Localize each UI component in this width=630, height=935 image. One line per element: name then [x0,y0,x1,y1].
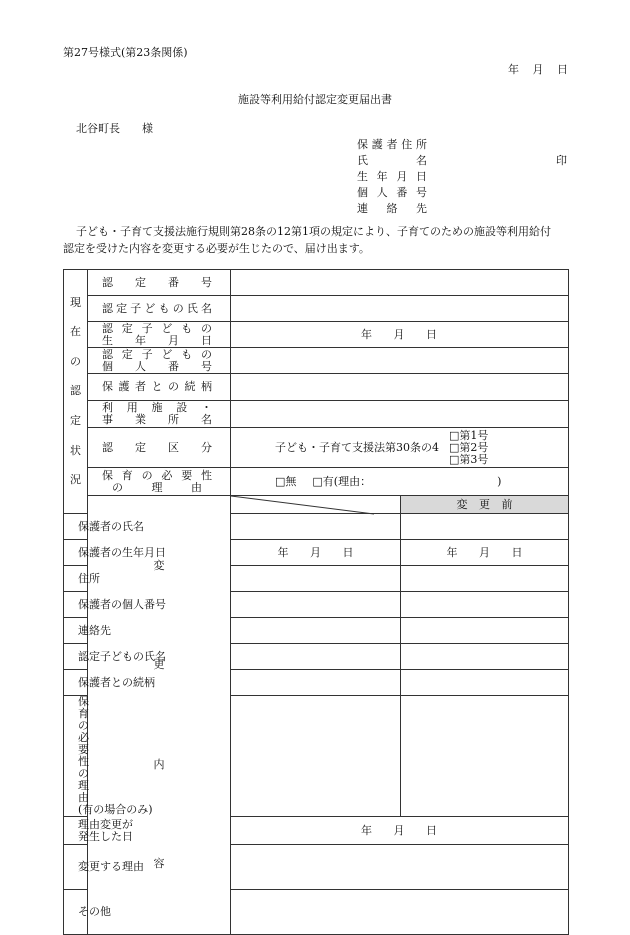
facility-field[interactable] [231,401,569,428]
reason-label: 変 更 す る 理 由 [64,845,88,890]
change-necessity-label: 保育の必要性の理由 (有 の 場 合 の み) [64,696,88,817]
body-text-line-1: 子ども・子育て支援法施行規則第28条の12第1項の規定により、子育てのための施設等利用給付 [76,225,551,238]
change-child-name-before[interactable] [231,644,401,670]
other-field[interactable] [231,890,569,935]
change-child-name-after[interactable] [401,644,569,670]
diagonal-header-cell [231,496,401,514]
change-form-table [63,269,569,935]
applicant-birth-label: 生 年 月 日 [357,170,427,183]
reason-date-label: 理 由 変 更 が 発 生 し た 日 [64,817,88,845]
applicant-name-label: 氏 名 [357,154,427,167]
child-id-label: 認 定 子 ど も の 個 人 番 号 [88,348,231,374]
category-label: 認 定 区 分 [88,428,231,468]
address-before[interactable] [231,566,401,592]
row-cert-number [64,270,569,296]
document-title: 施設等利用給付認定変更届出書 [238,93,392,106]
change-child-name-label: 認 定 子 ど も の 氏 名 [64,644,88,670]
change-relationship-label: 保 護 者 と の 続 柄 [64,670,88,696]
necessity-label: 保 育 の 必 要 性 の 理 由 [88,468,231,496]
guardian-id-after[interactable] [401,592,569,618]
guardian-name-after[interactable] [401,514,569,540]
guardian-name-label: 保 護 者 の 氏 名 [64,514,88,540]
category-field [231,428,569,468]
contact-after[interactable] [401,618,569,644]
facility-label: 利 用 施 設 ・ 事 業 所 名 [88,401,231,428]
reason-date-field[interactable]: 年 月 日 [231,817,569,845]
cert-number-label: 認 定 番 号 [88,270,231,296]
change-relationship-before[interactable] [231,670,401,696]
child-name-field[interactable] [231,296,569,322]
guardian-birth-before[interactable]: 年 月 日 [231,540,401,566]
category-option-3[interactable]: □第3号 [449,452,489,466]
guardian-birth-after[interactable]: 年 月 日 [401,540,569,566]
date-line: 年 月 日 [508,63,568,76]
guardian-id-label: 保 護 者 の 個 人 番 号 [64,592,88,618]
necessity-none-checkbox[interactable]: □無 [275,474,297,488]
child-name-label: 認 定 子 ど も の 氏 名 [88,296,231,322]
current-status-side-label: 現 在 の 認 定 状 況 [64,270,88,514]
child-id-field[interactable] [231,348,569,374]
other-label: そ の 他 [64,890,88,935]
applicant-id-label: 個 人 番 号 [357,186,427,199]
change-relationship-after[interactable] [401,670,569,696]
child-birth-label: 認 定 子 ど も の 生 年 月 日 [88,322,231,348]
cert-number-field[interactable] [231,270,569,296]
category-option-1[interactable]: □第1号 [449,428,489,442]
relationship-field[interactable] [231,374,569,401]
applicant-address-label: 保 護 者 住 所 [357,138,427,151]
child-birth-field[interactable]: 年 月 日 [231,322,569,348]
contact-label: 連 絡 先 [64,618,88,644]
before-header: 変 更 前 [401,496,569,514]
address-after[interactable] [401,566,569,592]
relationship-label: 保 護 者 と の 続 柄 [88,374,231,401]
contact-before[interactable] [231,618,401,644]
reason-field[interactable] [231,845,569,890]
necessity-field: □無 □有(理由： ) [231,468,569,496]
addressee: 北谷町長 様 [76,122,153,135]
diagonal-line [231,496,374,514]
category-text: 子ども・子育て支援法第30条の4 [275,440,439,454]
form-number: 第27号様式(第23条関係) [63,46,188,59]
address-label: 住 所 [64,566,88,592]
change-content-side-label: 変 更 内 容 [88,496,231,935]
change-necessity-before[interactable] [231,696,401,817]
body-text-line-2: 認定を受けた内容を変更する必要が生じたので、届け出ます。 [63,242,370,255]
guardian-name-before[interactable] [231,514,401,540]
necessity-yes-checkbox[interactable]: □有(理由： [312,474,372,488]
guardian-birth-label: 保 護 者 の 生 年 月 日 [64,540,88,566]
seal-mark: 印 [556,154,567,167]
category-option-2[interactable]: □第2号 [449,440,489,454]
guardian-id-before[interactable] [231,592,401,618]
applicant-contact-label: 連 絡 先 [357,202,427,215]
change-necessity-after[interactable] [401,696,569,817]
